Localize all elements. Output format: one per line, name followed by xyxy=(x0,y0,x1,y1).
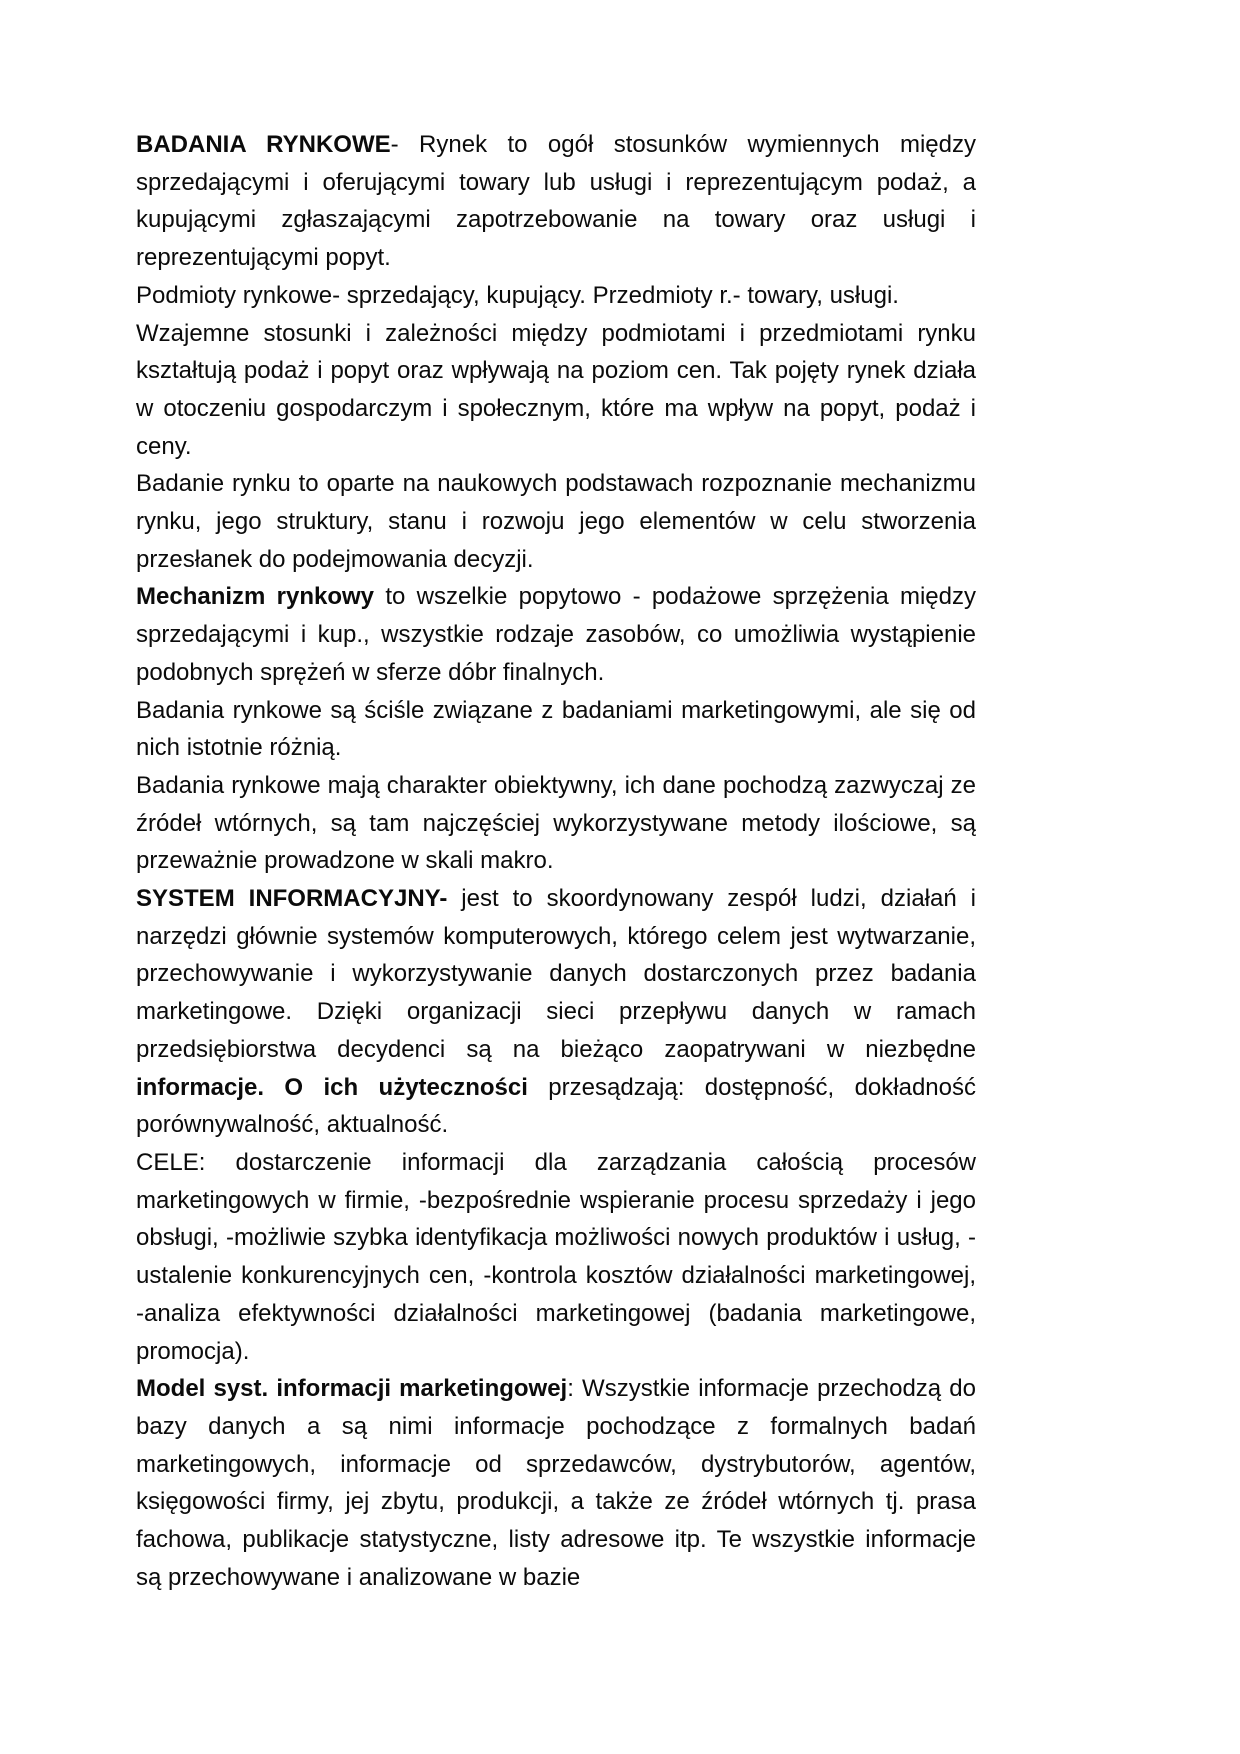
paragraph xyxy=(136,578,976,691)
text-segment: Badanie rynku to oparte na naukowych podstawach rozpoznanie mechanizmu rynku, jego struktury, stanu i rozwoju jego elementów w celu stworzenia przesłanek do podejmowania decyzji. xyxy=(136,470,976,573)
text-segment: : Wszystkie informacje przechodzą do bazy danych a są nimi informacje pochodzące z formalnych badań marketingowych, informacje od sprzedawców, dystrybutorów, agentów, księgowości firmy, jej zbytu, produkcji, a także ze źródeł wtórnych tj. prasa fachowa, publikacje statystyczne, listy adresowe itp. Te wszystkie informacje są przechowywane i analizowane w bazie xyxy=(136,1375,976,1591)
bold-text-segment: SYSTEM INFORMACYJNY- xyxy=(136,885,448,913)
text-segment: Podmioty rynkowe- sprzedający, kupujący. Przedmioty r.- towary, usługi. xyxy=(136,281,899,309)
paragraph xyxy=(136,880,976,1144)
bold-text-segment: informacje. O ich użyteczności xyxy=(136,1073,528,1101)
bold-text-segment: Mechanizm rynkowy xyxy=(136,583,375,611)
paragraph xyxy=(136,315,976,466)
paragraph xyxy=(136,465,976,578)
document-text xyxy=(136,126,976,1596)
bold-text-segment: BADANIA RYNKOWE xyxy=(136,131,391,158)
text-segment: - Rynek to ogół stosunków wymiennych między sprzedającymi i oferującymi towary lub usługi i reprezentującym podaż, a kupującymi zgłaszającymi zapotrzebowanie na towary oraz usługi i reprezentującymi popyt. xyxy=(136,131,977,272)
text-segment: to wszelkie popytowo - podażowe sprzężenia między sprzedającymi i kup., wszystkie rodzaje zasobów, co umożliwia wystąpienie podobnych sprężeń w sferze dóbr finalnych. xyxy=(136,583,976,686)
paragraph xyxy=(136,767,976,880)
paragraph xyxy=(136,1144,976,1370)
paragraph xyxy=(136,692,976,767)
text-segment: jest to skoordynowany zespół ludzi, działań i narzędzi głównie systemów komputerowych, którego celem jest wytwarzanie, przechowywanie i wykorzystywanie danych dostarczonych przez badania marketingowe. Dzięki organizacji sieci przepływu danych w ramach przedsiębiorstwa decydenci są na bieżąco zaopatrywani w niezbędne xyxy=(136,885,976,1063)
paragraph xyxy=(136,126,976,277)
text-segment: CELE: dostarczenie informacji dla zarządzania całością procesów marketingowych w firmie, -bezpośrednie wspieranie procesu sprzedaży i jego obsługi, -możliwie szybka identyfikacja możliwości nowych produktów i usług, -ustalenie konkurencyjnych cen, -kontrola kosztów działalności marketingowej, -analiza efektywności działalności marketingowej (badania marketingowe, promocja). xyxy=(136,1148,976,1365)
text-segment: przesądzają: dostępność, dokładność porównywalność, aktualność. xyxy=(136,1073,976,1139)
paragraph xyxy=(136,277,976,315)
bold-text-segment: Model syst. informacji marketingowej xyxy=(136,1375,568,1403)
paragraph xyxy=(136,1370,976,1596)
text-segment: Wzajemne stosunki i zależności między podmiotami i przedmiotami rynku kształtują podaż i popyt oraz wpływają na poziom cen. Tak pojęty rynek działa w otoczeniu gospodarczym i społecznym, które ma wpływ na popyt, podaż i ceny. xyxy=(136,319,976,460)
text-segment: Badania rynkowe mają charakter obiektywny, ich dane pochodzą zazwyczaj ze źródeł wtórnych, są tam najczęściej wykorzystywane metody ilościowe, są przeważnie prowadzone w skali makro. xyxy=(136,771,976,875)
text-segment: Badania rynkowe są ściśle związane z badaniami marketingowymi, ale się od nich istotnie różnią. xyxy=(136,696,976,762)
